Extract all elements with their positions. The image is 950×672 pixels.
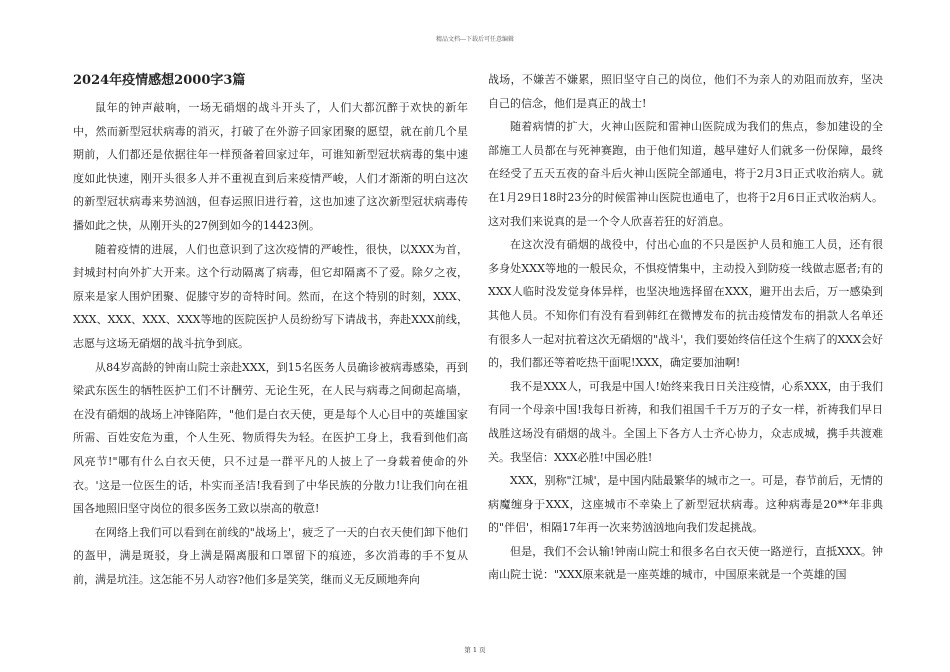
paragraph: 鼠年的钟声敲响，一场无硝烟的战斗开头了，人们大都沉醉于欢快的新年中，然而新型冠状病毒的消灭，打破了在外游子回家团聚的愿望，就在前几个星期前，人们都还是依据往年一样预备着回家过年，可谁知新型冠状病毒的集中速度如此快速，刚开头很多人并不重视直到后来疫情严峻，人们才渐渐的明白这次的新型冠状病毒来势汹汹，但春运照旧进行着，这也加速了这次新型冠状病毒传播如此之快，从刚开头的27例到如今的14423例。 — [73, 101, 468, 232]
paragraph-continuation: 战场，不嫌苦不嫌累，照旧坚守自己的岗位，他们不为亲人的劝阻而放弃，坚决自己的信念，他们是真正的战士! — [488, 73, 883, 110]
left-column — [73, 68, 468, 591]
paragraph: 随着病情的扩大，火神山医院和雷神山医院成为我们的焦点，参加建设的全部施工人员都在与死神赛跑，由于他们知道，越早建好人们就多一份保障，最终在经受了五天五夜的奋斗后火神山医院全部通电，将于2月3日正式收治病人。就在1月29日18时23分的时候雷神山医院也通电了，也将于2月6日正式收治病人。这对我们来说真的是一个令人欣喜若狂的好消息。 — [488, 120, 883, 228]
page-number: 第 1 页 — [464, 646, 486, 654]
right-column — [488, 68, 883, 587]
paragraph: 但是，我们不会认输!钟南山院士和很多名白衣天使一路逆行，直抵XXX。钟南山院士说："XXX原来就是一座英雄的城市，中国原来就是一个英雄的国 — [488, 544, 883, 582]
paragraph: 随着疫情的进展，人们也意识到了这次疫情的严峻性，很快，以XXX为首，封城封村向外扩大开来。这个行动隔离了病毒，但它却隔离不了爱。除夕之夜，原来是家人围炉团聚、促膝守岁的奇特时间。然而，在这个特别的时刻，XXX、XXX、XXX、XXX、XXX等地的医院医护人员纷纷写下请战书，奔赴XXX前线，志愿与这场无硝烟的战斗抗争到底。 — [73, 242, 468, 350]
paragraph: 从84岁高龄的钟南山院士亲赴XXX，到15名医务人员确诊被病毒感染，再到梁武东医生的牺牲医护工们不计酬劳、无论生死，在人民与病毒之间砌起高墙，在没有硝烟的战场上冲锋陷阵，"他们是白衣天使，更是每个人心目中的英雄国家所需、百姓安危为重，个人生死、物质得失为轻。在医护工身上，我看到他们高风亮节!"哪有什么白衣天使，只不过是一群平凡的人披上了一身载着使命的外衣。'这是一位医生的话，朴实而圣洁!我看到了中华民族的分散力!让我们向在祖国各地照旧坚守岗位的很多医务工致以崇高的敬意! — [73, 360, 468, 516]
paragraph: 在网络上我们可以看到在前线的"战场上'，疲乏了一天的白衣天使们卸下他们的盔甲，满是斑驳，身上满是隔离服和口罩留下的痕迹，多次消毒的手不复从前，满是坑洼。这怎能不另人动容?他们多是笑笑，继而义无反顾地奔向 — [73, 525, 468, 586]
paragraph: 我不是XXX人，可我是中国人!始终来我日日关注疫情，心系XXX，由于我们有同一个母亲中国!我每日祈祷，和我们祖国千千万万的子女一样，祈祷我们早日战胜这场没有硝烟的战斗。全国上下各方人士齐心协力，众志成城，携手共渡难关。我坚信：XXX必胜!中国必胜! — [488, 379, 883, 464]
paragraph: 在这次没有硝烟的战役中，付出心血的不只是医护人员和施工人员，还有很多身处XXX等地的一般民众，不惧疫情集中，主动投入到防疫一线做志愿者;有的XXX人临时没发觉身体异样，也坚决地选择留在XXX，避开出去后，万一感染到其他人员。不知你们有没有看到韩红在微博发布的抗击疫情发布的捐款人名单还有很多人一起对抗着这次无硝烟的"战斗'，我们要始终信任这个生病了的XXX会好的，我们都还等着吃热干面呢!XXX，确定要加油啊! — [488, 238, 883, 370]
page-header-note: 精品文档---下载后可任意编辑 — [435, 36, 515, 43]
paragraph: XXX，别称"江城'，是中国内陆最繁华的城市之一。可是，春节前后，无情的病魔缠身于XXX，这座城市不幸染上了新型冠状病毒。这种病毒是20**年非典的"伴侣'，相隔17年再一次来势汹汹地向我们发起挑战。 — [488, 474, 883, 535]
document-title: 2024年疫情感想2000字3篇 — [73, 73, 246, 88]
